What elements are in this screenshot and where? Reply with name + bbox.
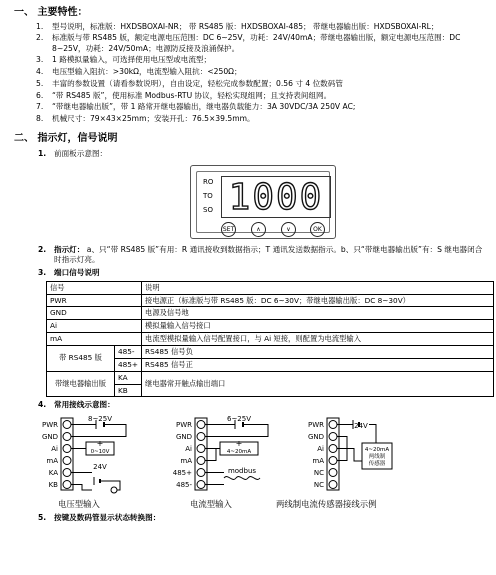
table-row: 带继电器输出版 KA 继电器常开触点输出端口 (47, 371, 494, 384)
seven-segment-display: 1000 (221, 176, 331, 218)
svg-text:Ai: Ai (185, 444, 192, 453)
up-button: ∧ (251, 222, 266, 237)
svg-text:mA: mA (312, 456, 324, 465)
svg-text:两线制: 两线制 (368, 453, 386, 460)
feature-item: 4. 电压型输入阻抗：>30kΩ，电流型输入阻抗：<250Ω； (36, 67, 242, 76)
svg-text:24V: 24V (93, 462, 107, 471)
svg-text:GND: GND (41, 432, 58, 441)
lamp-ro-label: RO (203, 178, 214, 186)
svg-text:4~20mA: 4~20mA (226, 448, 252, 455)
svg-text:+: + (235, 438, 243, 448)
table-row: Ai 模拟量输入信号接口 (47, 320, 494, 333)
front-panel-heading: 1. 前面板示意图： (38, 148, 108, 158)
svg-text:Ai: Ai (317, 444, 324, 453)
caption-voltage-input: 电压型输入 (58, 498, 100, 509)
feature-item: 5. 丰富的参数设置（请看参数说明），自由设定，轻松完成参数配置；0.56 寸 4 位数码管 (36, 78, 343, 88)
svg-text:4~20mA: 4~20mA (364, 446, 390, 453)
lamp-so-label: SO (203, 206, 213, 214)
svg-text:24V: 24V (354, 421, 368, 430)
front-panel-diagram (190, 165, 336, 239)
feature-item: 8. 机械尺寸：79×43×25mm；安装开孔：76.5×39.5mm。 (36, 114, 255, 123)
section-1-title: 一、 主要特性： (14, 7, 88, 18)
svg-text:485-: 485- (176, 480, 192, 489)
table-row: GND 电源及信号地 (47, 307, 494, 320)
svg-text:GND: GND (175, 432, 192, 441)
svg-text:GND: GND (307, 432, 324, 441)
svg-text:mA: mA (180, 456, 192, 465)
port-signal-table (46, 281, 494, 398)
svg-text:6~25V: 6~25V (226, 414, 252, 423)
svg-text:modbus: modbus (227, 466, 257, 475)
svg-text:485+: 485+ (172, 468, 192, 477)
wiring-diagram-current (173, 415, 268, 490)
table-row: 带 RS485 版 485- RS485 信号负 (47, 345, 494, 358)
set-button: SET (221, 222, 236, 237)
table-header-row: 信号 说明 (47, 281, 494, 294)
key-state-heading: 5. 按键及数码管显示状态转换图： (38, 512, 161, 522)
svg-text:传感器: 传感器 (368, 460, 386, 467)
svg-text:Ai: Ai (51, 444, 58, 453)
feature-item: 6. “带 RS485 版”，使用标准 Modbus-RTU 协议，轻松实现组网；且支持表间组网。 (36, 90, 332, 100)
feature-list (36, 22, 484, 125)
svg-text:PWR: PWR (41, 420, 58, 429)
svg-text:+: + (96, 438, 104, 448)
section-2-title: 二、 指示灯，信号说明 (14, 133, 118, 145)
feature-item: 7. “带继电器输出版”，带 1 路常开继电器输出，继电器负载能力：3A 30VDC/3A 250V AC; (36, 102, 356, 112)
svg-text:NC: NC (313, 468, 324, 477)
table-row: 485+ RS485 信号正 (47, 358, 494, 371)
table-row: KB (47, 384, 494, 397)
svg-text:8~25V: 8~25V (87, 414, 113, 423)
caption-two-wire-sensor: 两线制电流传感器接线示例 (276, 498, 377, 509)
wiring-diagrams (14, 415, 484, 507)
svg-text:PWR: PWR (175, 420, 192, 429)
svg-text:0~10V: 0~10V (90, 448, 110, 455)
feature-item: 3. 1 路模拟量输入，可选择使用电压型或电流型； (36, 55, 212, 65)
port-signal-heading: 3. 端口信号说明 (38, 267, 100, 277)
svg-text:PWR: PWR (307, 420, 324, 429)
table-row: mA 电流型模拟量输入信号配置接口，与 Ai 短接，则配置为电流型输入 (47, 333, 494, 346)
caption-current-input: 电流型输入 (190, 498, 232, 509)
indicator-description: 2. 指示灯： a、只“带 RS485 版”有用：R 通讯接收到数据指示；T 通讯发送数据指示。b、只“带继电器输出版”有：S 继电器闭合时指示灯亮。 (38, 245, 483, 265)
feature-item: 1. 型号说明，标准版：HXDSBOXAI-NR； 带 RS485 版：HXDSBOXAI-485； 带继电器输出版：HXDSBOXAI-RL； (36, 21, 439, 31)
feature-item: 2. 标准版与带 RS485 版，额定电源电压范围：DC 6~25V，功耗：24V/40mA；带继电器输出版，额定电源电压范围：DC 8~25V，功耗：24V/50mA；电源防反接及浪涌保护。 (36, 33, 461, 53)
down-button: ∨ (281, 222, 296, 237)
svg-text:mA: mA (46, 456, 58, 465)
wiring-heading: 4. 常用接线示意图： (38, 400, 115, 410)
wiring-diagram-voltage (42, 415, 126, 493)
wiring-svg (14, 415, 484, 499)
svg-text:NC: NC (313, 480, 324, 489)
wiring-diagram-two-wire-sensor (308, 418, 392, 490)
svg-text:KB: KB (48, 480, 58, 489)
table-row: PWR 接电源正（标准版与带 RS485 版：DC 6~30V；带继电器输出版：DC 8~30V） (47, 294, 494, 307)
lamp-to-label: TO (203, 192, 213, 200)
ok-button: OK (310, 222, 325, 237)
svg-text:KA: KA (48, 468, 58, 477)
